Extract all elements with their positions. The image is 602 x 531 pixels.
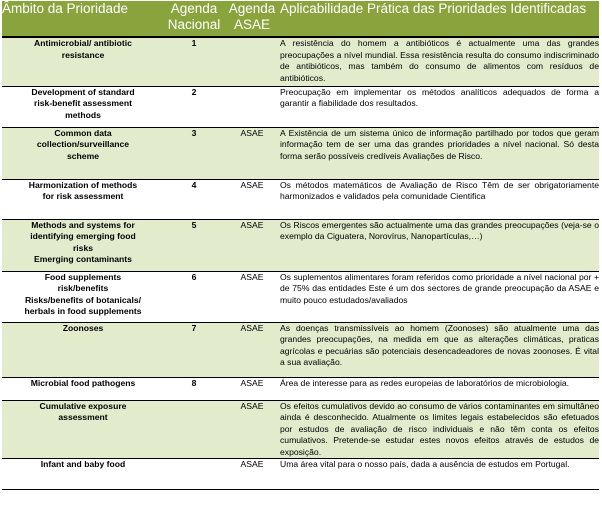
priority-scope-line: Methods and systems for xyxy=(31,219,135,230)
asae-agenda-cell: ASAE xyxy=(224,377,280,400)
priority-scope-line: Risks/benefits of botanicals/ xyxy=(24,294,142,305)
national-agenda-cell: 3 xyxy=(164,127,224,179)
asae-agenda-cell xyxy=(224,86,280,127)
priority-scope-line: resistance xyxy=(61,49,105,60)
priority-scope-line: Infant and baby food xyxy=(40,459,126,470)
priority-scope-cell xyxy=(2,377,164,400)
table-row xyxy=(2,179,599,219)
priority-scope-line: Common data xyxy=(54,127,112,138)
national-agenda-cell: 1 xyxy=(164,37,224,86)
asae-agenda-cell: ASAE xyxy=(224,400,280,459)
table-row xyxy=(2,377,599,400)
priority-scope-line: collection/surveillance xyxy=(36,139,130,150)
applicability-cell: A Existência de um sistema único de informação partilhado por todos que geram informação tem de ser uma das grandes prioridades a nível nacional. Só desta forma serão possíveis credíveis Avaliações de Risco. xyxy=(280,127,599,179)
table-row xyxy=(2,322,599,377)
applicability-cell: Os suplementos alimentares foram referidos como prioridade a nível nacional por + de 75% das entidades Este é um dos sectores de grande preocupação da ASAE e muito pouco estudados/avaliados xyxy=(280,271,599,322)
applicability-cell: Os efeitos cumulativos devido ao consumo de vários contaminantes em simultâneo ainda é desconhecido. Atualmente os limites legais estabelecidos são efetuados por estudos de avaliação de risco individuais e não têm conta os efeitos cumulativos. Pretende-se estudar estes novos efeitos através de estudos de exposição. xyxy=(280,400,599,459)
table-row xyxy=(2,459,599,490)
header-asae-line1: Agenda xyxy=(228,1,276,16)
priority-scope-cell xyxy=(2,219,164,271)
asae-agenda-cell: ASAE xyxy=(224,127,280,179)
priority-scope-line: for risk assessment xyxy=(42,191,124,202)
priority-scope-line: Emerging contaminants xyxy=(34,254,132,265)
priority-scope-line: Food supplements xyxy=(44,271,122,282)
national-agenda-cell: 2 xyxy=(164,86,224,127)
applicability-cell: Área de interesse para as redes europeias de laboratórios de microbiologia. xyxy=(280,377,599,400)
priority-scope-cell xyxy=(2,322,164,377)
applicability-cell: A resistência do homem a antibióticos é actualmente uma das grandes preocupações a nível mundial. Essa resistência resulta do consumo indiscriminado de antibióticos, mas também do consumo de alimentos com resíduos de antibióticos. xyxy=(280,37,599,86)
priority-scope-line: Zoonoses xyxy=(62,322,104,333)
header-asae-line2: ASAE xyxy=(233,17,271,32)
priority-scope-cell xyxy=(2,37,164,86)
table-row xyxy=(2,127,599,179)
priorities-table xyxy=(2,1,599,490)
applicability-cell: Os Riscos emergentes são actualmente uma das grandes preocupações (veja-se o exemplo da Ciguatera, Norovírus, Nanopartículas,…) xyxy=(280,219,599,271)
applicability-cell: As doenças transmissíveis ao homem (Zoonoses) são atualmente uma das grandes preocupações, na medida em que as alterações climáticas, praticas agrícolas e pecuárias são potenciais desencadeadores de novas zoonoses. É vital a sua avaliação. xyxy=(280,322,599,377)
table-row xyxy=(2,400,599,459)
asae-agenda-cell: ASAE xyxy=(224,322,280,377)
priority-scope-line: risk/benefits xyxy=(57,283,109,294)
priority-scope-line: scheme xyxy=(66,150,99,161)
priority-scope-line: identifying emerging food xyxy=(30,231,136,242)
table-row xyxy=(2,86,599,127)
table-row xyxy=(2,271,599,322)
national-agenda-cell xyxy=(164,400,224,459)
header-asae-agenda xyxy=(224,1,280,37)
priority-scope-cell xyxy=(2,127,164,179)
asae-agenda-cell: ASAE xyxy=(224,219,280,271)
asae-agenda-cell xyxy=(224,37,280,86)
priority-scope-line: methods xyxy=(65,109,101,120)
priority-scope-line: assessment xyxy=(58,412,108,423)
asae-agenda-cell: ASAE xyxy=(224,179,280,219)
header-row xyxy=(2,1,599,37)
header-applicability: Aplicabilidade Prática das Prioridades Identificadas xyxy=(280,1,599,37)
applicability-cell: Os métodos matemáticos de Avaliação de Risco Têm de ser obrigatoriamente harmonizados e validados pela comunidade Cientifica xyxy=(280,179,599,219)
priority-scope-cell xyxy=(2,179,164,219)
asae-agenda-cell: ASAE xyxy=(224,271,280,322)
table-row xyxy=(2,37,599,86)
national-agenda-cell: 6 xyxy=(164,271,224,322)
priority-scope-line: Harmonization of methods xyxy=(28,179,138,190)
priority-scope-line: Antimicrobial/ antibiotic xyxy=(34,38,132,48)
priority-scope-line: herbals in food supplements xyxy=(24,306,142,317)
table-body xyxy=(2,37,599,490)
priority-scope-line: risks xyxy=(72,242,94,253)
applicability-cell: Uma área vital para o nosso país, dada a ausência de estudos em Portugal. xyxy=(280,459,599,490)
priority-scope-cell xyxy=(2,459,164,490)
national-agenda-cell: 5 xyxy=(164,219,224,271)
priority-scope-cell xyxy=(2,271,164,322)
asae-agenda-cell: ASAE xyxy=(224,459,280,490)
national-agenda-cell: 4 xyxy=(164,179,224,219)
national-agenda-cell: 8 xyxy=(164,377,224,400)
national-agenda-cell: 7 xyxy=(164,322,224,377)
priority-scope-cell xyxy=(2,400,164,459)
table-row xyxy=(2,219,599,271)
applicability-cell: Preocupação em implementar os métodos analíticos adequados de forma a garantir a fiabilidade dos resultados. xyxy=(280,86,599,127)
national-agenda-cell xyxy=(164,459,224,490)
header-national-line1: Agenda xyxy=(170,1,218,16)
priority-scope-line: Development of standard xyxy=(31,86,135,97)
header-scope: Âmbito da Prioridade xyxy=(2,1,164,37)
header-national-agenda xyxy=(164,1,224,37)
priority-scope-cell xyxy=(2,86,164,127)
priority-scope-line: risk-benefit assessment xyxy=(34,98,132,109)
header-national-line2: Nacional xyxy=(167,17,221,32)
priority-scope-line: Microbial food pathogens xyxy=(30,377,136,388)
priority-scope-line: Cumulative exposure xyxy=(39,400,127,411)
